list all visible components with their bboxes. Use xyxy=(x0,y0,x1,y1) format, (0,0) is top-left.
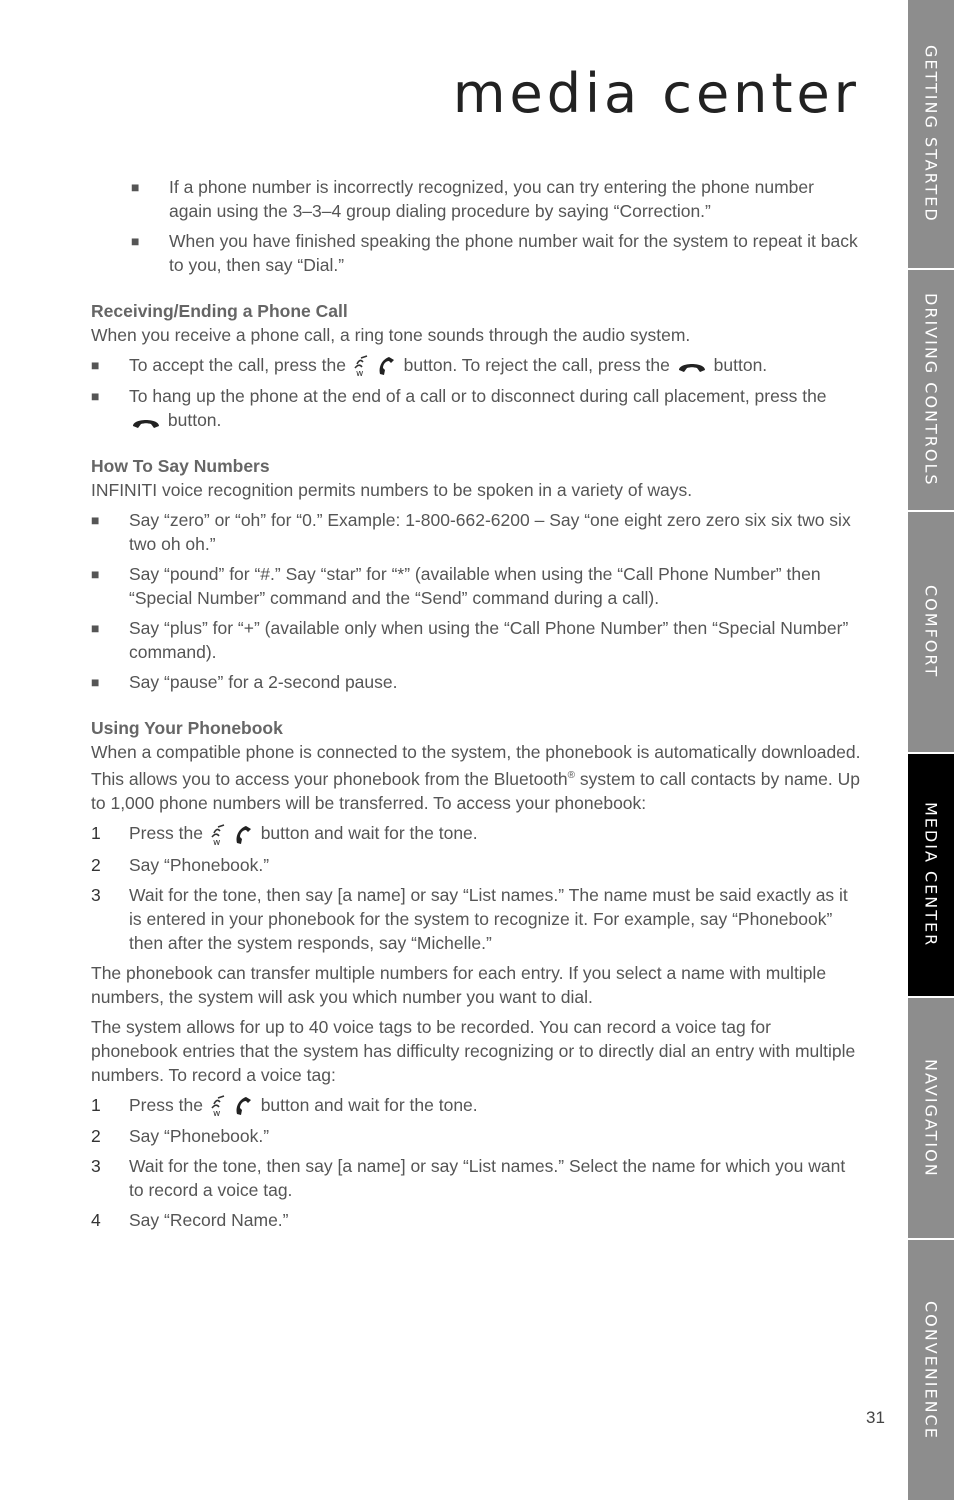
list-item xyxy=(91,616,861,664)
svg-text:w: w xyxy=(212,837,221,847)
tab-label: GETTING STARTED xyxy=(921,45,941,223)
section-tabs xyxy=(908,0,954,1500)
step-text: button and wait for the tone. xyxy=(260,823,478,844)
bullet-text: button. xyxy=(167,410,222,431)
hang-up-icon xyxy=(677,358,707,374)
numbered-step xyxy=(91,1124,861,1148)
square-bullet-icon: ■ xyxy=(91,388,100,405)
page-title: media center xyxy=(452,62,860,125)
paragraph: The phonebook can transfer multiple numbers for each entry. If you select a name with multiple numbers, the system will ask you which number you want to dial. xyxy=(91,962,827,1007)
list-item xyxy=(91,670,861,694)
hang-up-icon xyxy=(131,414,161,430)
bullet-text: button. xyxy=(713,355,768,375)
square-bullet-icon: ■ xyxy=(131,179,140,195)
step-number: 2 xyxy=(91,1125,101,1146)
tab-comfort[interactable] xyxy=(908,512,954,752)
tab-label: CONVENIENCE xyxy=(921,1300,941,1440)
list-item xyxy=(91,384,861,432)
step-number: 2 xyxy=(91,854,101,875)
list-item xyxy=(91,353,861,378)
tab-label: NAVIGATION xyxy=(921,1058,941,1178)
bullet-text: To hang up the phone at the end of a call or to disconnect during call placement, press the xyxy=(129,386,827,407)
bullet-text: If a phone number is incorrectly recognized, you can try entering the phone number again using the 3–3–4 group dialing procedure by saying “Correction.” xyxy=(169,177,814,221)
numbered-step xyxy=(91,821,861,846)
step-number: 3 xyxy=(91,884,101,905)
svg-text:w: w xyxy=(212,1108,221,1118)
tab-driving-controls[interactable] xyxy=(908,270,954,510)
tab-navigation[interactable] xyxy=(908,998,954,1238)
tab-media-center[interactable] xyxy=(908,754,954,996)
square-bullet-icon: ■ xyxy=(91,357,100,373)
section-heading-numbers: How To Say Numbers xyxy=(91,456,270,477)
talk-phone-icon xyxy=(210,823,254,847)
bullet-text: When you have finished speaking the phone number wait for the system to repeat it back to you, then say “Dial.” xyxy=(169,231,858,275)
numbered-step xyxy=(91,883,861,955)
talk-phone-icon xyxy=(210,1094,254,1118)
tab-label: DRIVING CONTROLS xyxy=(921,293,941,487)
square-bullet-icon: ■ xyxy=(91,674,100,691)
paragraph: The system allows for up to 40 voice tags to be recorded. You can record a voice tag for phonebook entries that the system has difficulty recognizing or to directly dial an entry with multiple numbers. To record a voice tag: xyxy=(91,1016,856,1085)
tab-label: COMFORT xyxy=(921,585,941,679)
step-text: Wait for the tone, then say [a name] or say “List names.” Select the name for which you want to record a voice tag. xyxy=(129,1155,846,1200)
numbered-step xyxy=(91,1208,861,1232)
intro-text: system to call contacts by name. Up to 1,000 phone numbers will be transferred. To access your phonebook: xyxy=(91,769,861,814)
page-number: 31 xyxy=(866,1408,885,1427)
section-intro xyxy=(91,740,861,815)
step-number: 4 xyxy=(91,1209,101,1230)
step-number: 3 xyxy=(91,1155,101,1176)
step-text: button and wait for the tone. xyxy=(260,1094,478,1115)
square-bullet-icon: ■ xyxy=(91,512,100,529)
step-number: 1 xyxy=(91,823,101,844)
section-heading-receiving: Receiving/Ending a Phone Call xyxy=(91,301,348,321)
numbered-step xyxy=(91,853,861,877)
section-intro: When you receive a phone call, a ring tone sounds through the audio system. xyxy=(91,325,691,345)
step-text: Press the xyxy=(129,1094,203,1115)
bullet-text: To accept the call, press the xyxy=(129,355,346,375)
square-bullet-icon: ■ xyxy=(131,233,140,249)
list-item xyxy=(91,562,861,610)
step-text: Press the xyxy=(129,823,203,844)
tab-label: MEDIA CENTER xyxy=(921,802,941,948)
square-bullet-icon: ■ xyxy=(91,620,100,637)
step-number: 1 xyxy=(91,1094,101,1115)
registered-mark: ® xyxy=(567,770,576,782)
tab-getting-started[interactable] xyxy=(908,0,954,268)
tab-convenience[interactable] xyxy=(908,1240,954,1500)
page-content xyxy=(91,175,861,1238)
bullet-text: Say “zero” or “oh” for “0.” Example: 1-800-662-6200 – Say “one eight zero zero six six two six two oh oh.” xyxy=(129,510,851,555)
bullet-text: Say “pound” for “#.” Say “star” for “*” (available when using the “Call Phone Number” then “Special Number” command and the “Send” command during a call). xyxy=(129,564,821,609)
step-text: Wait for the tone, then say [a name] or say “List names.” The name must be said exactly as it is entered in your phonebook for the system to recognize it. For example, say “Phonebook” then after the system responds, say “Michelle.” xyxy=(129,884,848,953)
bullet-text: Say “plus” for “+” (available only when using the “Call Phone Number” then “Special Number” command). xyxy=(129,618,849,663)
numbered-step xyxy=(91,1154,861,1202)
step-text: Say “Phonebook.” xyxy=(129,1125,270,1146)
list-item xyxy=(91,229,861,277)
list-item xyxy=(91,508,861,556)
svg-text:w: w xyxy=(355,369,364,379)
square-bullet-icon: ■ xyxy=(91,566,100,583)
list-item xyxy=(91,175,861,223)
intro-text: When a compatible phone is connected to the system, the phonebook is automatically downloaded. This allows you to access your phonebook from the Bluetooth xyxy=(91,742,861,790)
step-text: Say “Record Name.” xyxy=(129,1209,289,1230)
section-heading-phonebook: Using Your Phonebook xyxy=(91,718,283,739)
step-text: Say “Phonebook.” xyxy=(129,854,270,875)
bullet-text: Say “pause” for a 2-second pause. xyxy=(129,672,398,693)
section-intro: INFINITI voice recognition permits numbers to be spoken in a variety of ways. xyxy=(91,480,693,501)
bullet-text: button. To reject the call, press the xyxy=(403,355,670,375)
numbered-step xyxy=(91,1093,861,1118)
talk-phone-icon xyxy=(353,354,397,378)
